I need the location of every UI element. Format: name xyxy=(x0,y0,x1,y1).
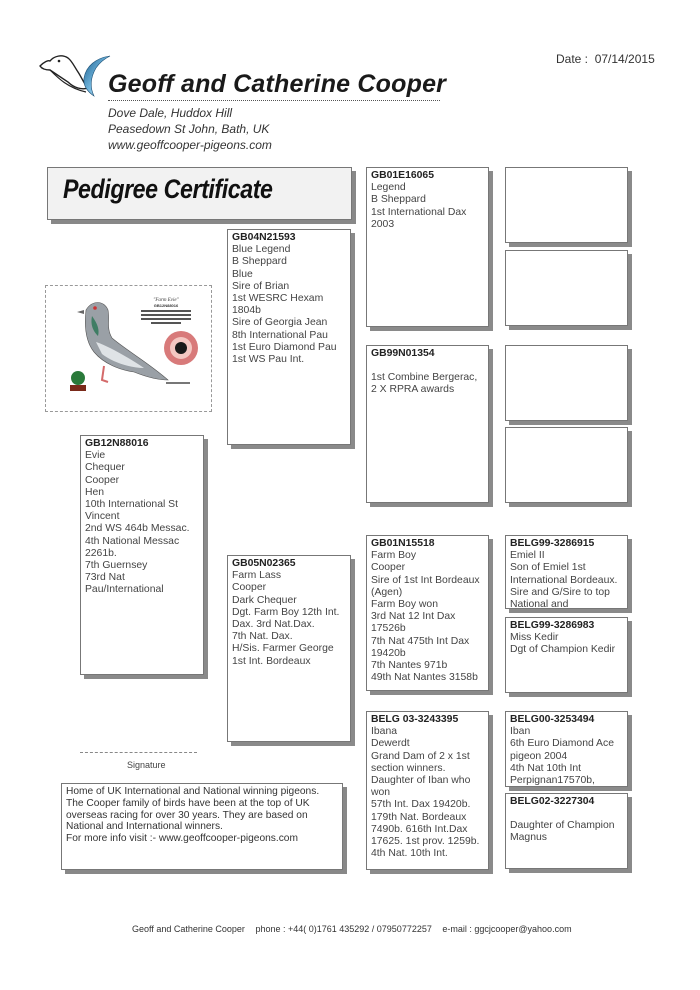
pigeon-illustration-icon xyxy=(46,286,211,411)
card-line: Sire of Brian xyxy=(232,280,290,292)
signature-label: Signature xyxy=(127,760,166,770)
page-title: Pedigree Certificate xyxy=(63,174,273,204)
card-line: Daughter of Champion xyxy=(510,820,615,832)
card-line: Vincent xyxy=(85,511,120,523)
photo-caption-name: "Farm Evie" xyxy=(153,298,179,303)
card-line: Sire and G/Sire to top xyxy=(510,586,610,598)
card-line: 1st Combine Bergerac, xyxy=(371,372,478,384)
address-line-1: Dove Dale, Huddox Hill xyxy=(108,106,233,120)
card-line: 7490b. 616th Int.Dax xyxy=(371,823,468,835)
card-line: Dgt. Farm Boy 12th Int. xyxy=(232,606,340,618)
card-line: 2261b. xyxy=(85,547,117,559)
card-line: 8th International Pau xyxy=(232,329,328,341)
title-banner xyxy=(47,167,352,220)
card-line: 179th Nat. Bordeaux xyxy=(371,811,467,823)
card-line: 17625. 1st prov. 1259b. xyxy=(371,836,480,848)
card-line: Legend xyxy=(371,182,406,194)
card-line: Miss Kedir xyxy=(510,632,559,644)
card-line: 17526b xyxy=(371,623,406,635)
card-line: 7th Nantes 971b xyxy=(371,660,448,672)
card-line: 1st WESRC Hexam xyxy=(232,293,324,305)
card-line: Pau/International xyxy=(85,584,164,596)
card-line: Farm Boy xyxy=(371,550,417,562)
card-line: 7th Nat 475th Int Dax xyxy=(371,635,470,647)
card-ds-sire[interactable] xyxy=(505,535,628,609)
card-line xyxy=(510,808,623,820)
card-line: Ibana xyxy=(371,726,398,738)
card-dd-sire[interactable] xyxy=(505,711,628,787)
card-line: Farm Lass xyxy=(232,570,282,582)
dove-logo-icon xyxy=(38,52,114,98)
info-line: The Cooper family of birds have been at the top of UK xyxy=(66,797,310,809)
card-line: Sire of 1st Int Bordeaux xyxy=(371,574,480,586)
address-line-2: Peasedown St John, Bath, UK xyxy=(108,122,270,136)
card-line: 73rd Nat xyxy=(85,572,125,584)
card-line: 1st Euro Diamond Pau xyxy=(232,341,337,353)
card-line: Cooper xyxy=(85,474,120,486)
card-sd-sire[interactable] xyxy=(505,345,628,421)
card-line: 2 X RPRA awards xyxy=(371,384,455,396)
card-line: 3rd Nat 12 Int Dax xyxy=(371,611,456,623)
card-line: 49th Nat Nantes 3158b xyxy=(371,672,478,684)
ring-number: BELG02-3227304 xyxy=(510,796,595,807)
card-line: B Sheppard xyxy=(371,194,426,206)
owner-name: Geoff and Catherine Cooper xyxy=(108,70,447,98)
card-line: Grand Dam of 2 x 1st xyxy=(371,750,470,762)
card-line: Hen xyxy=(85,486,105,498)
card-sd-dam[interactable] xyxy=(505,427,628,503)
photo-caption-ring: GB12N88016 xyxy=(153,303,179,308)
info-line: For more info visit :- www.geoffcooper-pigeons.com xyxy=(66,833,298,845)
card-line: 1st WS Pau Int. xyxy=(232,354,305,366)
footer-phone: phone : +44( 0)1761 435292 / 07950772257 xyxy=(255,924,432,934)
card-line: 4th Nat 10th Int xyxy=(510,762,582,774)
ring-number: GB01N15518 xyxy=(371,538,435,549)
ring-number: GB12N88016 xyxy=(85,438,149,449)
info-line: Home of UK International and National winning pigeons. xyxy=(66,786,320,797)
footer xyxy=(132,924,580,934)
card-line: 1st Int. Bordeaux xyxy=(232,655,311,667)
card-line: Dewerdt xyxy=(371,738,410,750)
card-line: National and xyxy=(510,599,569,609)
card-line: H/Sis. Farmer George xyxy=(232,643,334,655)
ring-number: BELG 03-3243395 xyxy=(371,714,459,725)
card-subject[interactable] xyxy=(80,435,204,675)
card-line: 7th Nat. Dax. xyxy=(232,631,293,643)
card-sire-dam[interactable] xyxy=(366,345,489,503)
card-line: Perpignan17570b, xyxy=(510,775,595,787)
date-value: 07/14/2015 xyxy=(594,52,655,66)
card-line: Evie xyxy=(85,450,106,462)
card-line: (Agen) xyxy=(371,586,403,598)
card-line: 1st International Dax xyxy=(371,206,467,218)
card-line: Dgt of Champion Kedir xyxy=(510,644,616,656)
ring-number: GB04N21593 xyxy=(232,232,296,243)
card-line: Blue Legend xyxy=(232,244,291,256)
card-ss-dam[interactable] xyxy=(505,250,628,326)
card-line: 6th Euro Diamond Ace xyxy=(510,738,614,750)
card-dd-dam[interactable] xyxy=(505,793,628,869)
card-line: 2003 xyxy=(371,218,395,230)
card-sire[interactable] xyxy=(227,229,351,445)
website-link[interactable]: www.geoffcooper-pigeons.com xyxy=(108,138,272,152)
card-line: Son of Emiel 1st xyxy=(510,562,586,574)
card-line: pigeon 2004 xyxy=(510,750,568,762)
header-divider xyxy=(108,100,440,101)
card-line: International Bordeaux. xyxy=(510,574,618,586)
footer-email[interactable]: e-mail : ggcjcooper@yahoo.com xyxy=(442,924,572,934)
card-line: 19420b xyxy=(371,647,406,659)
ring-number: BELG99-3286915 xyxy=(510,538,595,549)
date xyxy=(556,52,655,66)
card-line: Farm Boy won xyxy=(371,599,438,611)
card-ss-sire[interactable] xyxy=(505,167,628,243)
card-line: B Sheppard xyxy=(232,256,287,268)
card-line: 1804b xyxy=(232,305,261,317)
card-line: Iban xyxy=(510,726,531,738)
card-line: Magnus xyxy=(510,832,547,844)
info-line: overseas racing for over 30 years. They are based on xyxy=(66,809,308,821)
ring-number: BELG00-3253494 xyxy=(510,714,595,725)
ring-number: GB99N01354 xyxy=(371,348,435,359)
signature-line[interactable] xyxy=(80,752,197,753)
card-ds-dam[interactable] xyxy=(505,617,628,693)
ring-number: BELG99-3286983 xyxy=(510,620,595,631)
footer-name: Geoff and Catherine Cooper xyxy=(132,924,245,934)
card-line: 7th Guernsey xyxy=(85,560,148,572)
card-line: Dax. 3rd Nat.Dax. xyxy=(232,619,315,631)
pigeon-photo xyxy=(45,285,212,412)
card-line: 4th Nat. 10th Int. xyxy=(371,848,448,860)
card-dam[interactable] xyxy=(227,555,351,742)
card-line: Chequer xyxy=(85,462,125,474)
card-line: section winners. xyxy=(371,762,446,774)
card-line: 4th National Messac xyxy=(85,535,180,547)
card-dam-sire[interactable] xyxy=(366,535,489,691)
info-line: National and International winners. xyxy=(66,821,223,833)
card-line xyxy=(371,360,484,372)
info-box xyxy=(61,783,343,870)
date-label: Date : xyxy=(556,52,589,66)
card-line: 10th International St xyxy=(85,499,179,511)
card-sire-sire[interactable] xyxy=(366,167,489,327)
card-line: Cooper xyxy=(232,582,267,594)
ring-number: GB05N02365 xyxy=(232,558,296,569)
card-line: won xyxy=(371,787,391,799)
card-line: Sire of Georgia Jean xyxy=(232,317,328,329)
card-line: Cooper xyxy=(371,562,406,574)
card-line: 57th Int. Dax 19420b. xyxy=(371,799,471,811)
card-line: Blue xyxy=(232,268,253,280)
card-line: Dark Chequer xyxy=(232,594,297,606)
card-line: Emiel II xyxy=(510,550,545,562)
ring-number: GB01E16065 xyxy=(371,170,434,181)
card-line: 2nd WS 464b Messac. xyxy=(85,523,190,535)
card-dam-dam[interactable] xyxy=(366,711,489,870)
card-line: Daughter of Iban who xyxy=(371,775,471,787)
